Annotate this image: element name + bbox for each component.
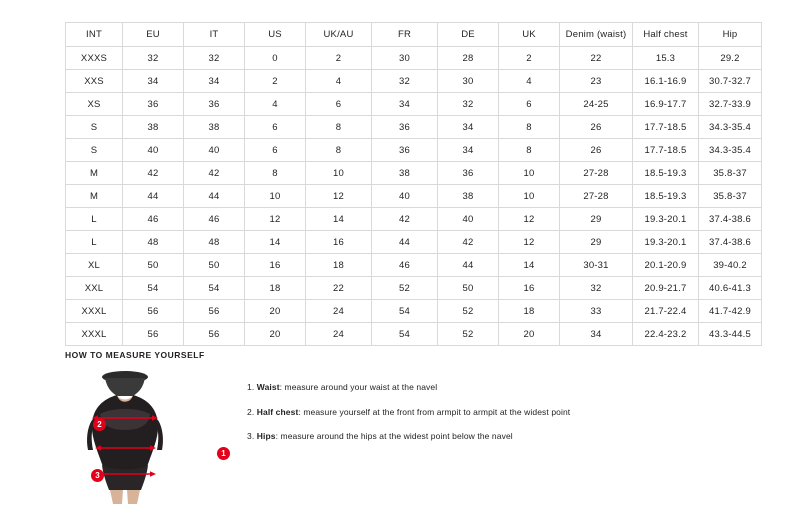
table-row xyxy=(66,116,762,139)
cell-de: 50 xyxy=(438,277,499,300)
cell-hip: 35.8-37 xyxy=(699,162,762,185)
table-row xyxy=(66,93,762,116)
cell-int: L xyxy=(66,231,123,254)
cell-it: 54 xyxy=(184,277,245,300)
cell-eu: 38 xyxy=(123,116,184,139)
cell-uk: 8 xyxy=(499,116,560,139)
cell-ukau: 10 xyxy=(306,162,372,185)
note-term: Waist xyxy=(256,382,280,392)
cell-it: 32 xyxy=(184,47,245,70)
cell-eu: 56 xyxy=(123,300,184,323)
cell-int: L xyxy=(66,208,123,231)
cell-us: 10 xyxy=(245,185,306,208)
cell-uk: 10 xyxy=(499,162,560,185)
cell-it: 46 xyxy=(184,208,245,231)
cell-int: XXS xyxy=(66,70,123,93)
cell-denim-waist: 34 xyxy=(560,323,633,346)
cell-fr: 46 xyxy=(372,254,438,277)
table-row xyxy=(66,139,762,162)
cell-fr: 36 xyxy=(372,116,438,139)
cell-us: 4 xyxy=(245,93,306,116)
cell-half-chest: 20.1-20.9 xyxy=(633,254,699,277)
note-text: : measure around the hips at the widest point below the navel xyxy=(275,431,513,442)
measurement-badge-waist: 1 xyxy=(217,447,230,460)
cell-int: S xyxy=(66,116,123,139)
cell-denim-waist: 23 xyxy=(560,70,633,93)
cell-uk: 12 xyxy=(499,208,560,231)
cell-hip: 39-40.2 xyxy=(699,254,762,277)
cell-ukau: 6 xyxy=(306,93,372,116)
table-row xyxy=(66,162,762,185)
cell-ukau: 4 xyxy=(306,70,372,93)
cell-denim-waist: 27-28 xyxy=(560,162,633,185)
cell-uk: 14 xyxy=(499,254,560,277)
cell-de: 38 xyxy=(438,185,499,208)
cell-uk: 2 xyxy=(499,47,560,70)
measurement-badge-half-chest: 2 xyxy=(93,418,106,431)
cell-it: 50 xyxy=(184,254,245,277)
cell-ukau: 18 xyxy=(306,254,372,277)
cell-de: 28 xyxy=(438,47,499,70)
cell-half-chest: 18.5-19.3 xyxy=(633,162,699,185)
cell-us: 14 xyxy=(245,231,306,254)
cell-denim-waist: 33 xyxy=(560,300,633,323)
cell-us: 0 xyxy=(245,47,306,70)
cell-denim-waist: 27-28 xyxy=(560,185,633,208)
table-row xyxy=(66,185,762,208)
cell-uk: 20 xyxy=(499,323,560,346)
cell-half-chest: 17.7-18.5 xyxy=(633,116,699,139)
cell-eu: 54 xyxy=(123,277,184,300)
cell-hip: 34.3-35.4 xyxy=(699,116,762,139)
cell-eu: 32 xyxy=(123,47,184,70)
note-number: 3. xyxy=(247,431,255,442)
cell-fr: 34 xyxy=(372,93,438,116)
column-header-eu: EU xyxy=(123,23,184,47)
cell-uk: 12 xyxy=(499,231,560,254)
cell-int: M xyxy=(66,162,123,185)
measurement-notes xyxy=(247,370,570,456)
cell-hip: 35.8-37 xyxy=(699,185,762,208)
cell-de: 30 xyxy=(438,70,499,93)
cell-fr: 52 xyxy=(372,277,438,300)
cell-half-chest: 21.7-22.4 xyxy=(633,300,699,323)
cell-denim-waist: 32 xyxy=(560,277,633,300)
table-row xyxy=(66,254,762,277)
cell-eu: 44 xyxy=(123,185,184,208)
mannequin-torso-icon xyxy=(65,370,185,505)
cell-it: 44 xyxy=(184,185,245,208)
cell-hip: 32.7-33.9 xyxy=(699,93,762,116)
cell-it: 56 xyxy=(184,300,245,323)
column-header-int: INT xyxy=(66,23,123,47)
cell-hip: 37.4-38.6 xyxy=(699,208,762,231)
cell-de: 36 xyxy=(438,162,499,185)
table-row xyxy=(66,323,762,346)
cell-it: 56 xyxy=(184,323,245,346)
note-term: Hips xyxy=(256,431,276,442)
cell-ukau: 8 xyxy=(306,139,372,162)
cell-us: 18 xyxy=(245,277,306,300)
measurement-badge-hips: 3 xyxy=(91,469,104,482)
note-number: 2. xyxy=(247,406,255,417)
cell-fr: 54 xyxy=(372,300,438,323)
cell-de: 34 xyxy=(438,116,499,139)
column-header-de: DE xyxy=(438,23,499,47)
cell-uk: 18 xyxy=(499,300,560,323)
note-term: Half chest xyxy=(256,406,299,417)
cell-hip: 29.2 xyxy=(699,47,762,70)
cell-int: M xyxy=(66,185,123,208)
cell-ukau: 14 xyxy=(306,208,372,231)
cell-half-chest: 19.3-20.1 xyxy=(633,231,699,254)
cell-us: 6 xyxy=(245,116,306,139)
cell-eu: 48 xyxy=(123,231,184,254)
cell-half-chest: 16.9-17.7 xyxy=(633,93,699,116)
column-header-it: IT xyxy=(184,23,245,47)
note-text: : measure around your waist at the navel xyxy=(279,382,438,392)
cell-fr: 54 xyxy=(372,323,438,346)
table-row xyxy=(66,300,762,323)
table-header-row xyxy=(66,23,762,47)
cell-uk: 4 xyxy=(499,70,560,93)
cell-int: S xyxy=(66,139,123,162)
column-header-fr: FR xyxy=(372,23,438,47)
size-table xyxy=(65,22,762,346)
cell-half-chest: 18.5-19.3 xyxy=(633,185,699,208)
table-row xyxy=(66,70,762,93)
column-header-half-chest: Half chest xyxy=(633,23,699,47)
cell-int: XS xyxy=(66,93,123,116)
cell-int: XXL xyxy=(66,277,123,300)
how-to-measure-section xyxy=(65,350,745,505)
cell-int: XXXL xyxy=(66,323,123,346)
cell-ukau: 16 xyxy=(306,231,372,254)
cell-ukau: 12 xyxy=(306,185,372,208)
cell-fr: 40 xyxy=(372,185,438,208)
cell-fr: 42 xyxy=(372,208,438,231)
cell-eu: 56 xyxy=(123,323,184,346)
cell-it: 34 xyxy=(184,70,245,93)
cell-ukau: 2 xyxy=(306,47,372,70)
measurement-note-waist xyxy=(247,382,570,393)
cell-us: 20 xyxy=(245,300,306,323)
cell-int: XXXS xyxy=(66,47,123,70)
note-text: : measure yourself at the front from armpit to armpit at the widest point xyxy=(298,406,571,417)
table-row xyxy=(66,231,762,254)
table-row xyxy=(66,208,762,231)
cell-denim-waist: 29 xyxy=(560,231,633,254)
cell-eu: 34 xyxy=(123,70,184,93)
cell-uk: 10 xyxy=(499,185,560,208)
cell-ukau: 8 xyxy=(306,116,372,139)
cell-half-chest: 15.3 xyxy=(633,47,699,70)
cell-fr: 30 xyxy=(372,47,438,70)
cell-de: 52 xyxy=(438,323,499,346)
cell-de: 34 xyxy=(438,139,499,162)
cell-uk: 6 xyxy=(499,93,560,116)
cell-hip: 30.7-32.7 xyxy=(699,70,762,93)
cell-half-chest: 17.7-18.5 xyxy=(633,139,699,162)
cell-denim-waist: 22 xyxy=(560,47,633,70)
cell-de: 44 xyxy=(438,254,499,277)
cell-hip: 40.6-41.3 xyxy=(699,277,762,300)
cell-us: 6 xyxy=(245,139,306,162)
cell-fr: 38 xyxy=(372,162,438,185)
cell-half-chest: 22.4-23.2 xyxy=(633,323,699,346)
cell-fr: 44 xyxy=(372,231,438,254)
measurement-note-hips xyxy=(247,431,570,442)
cell-ukau: 24 xyxy=(306,300,372,323)
cell-it: 38 xyxy=(184,116,245,139)
cell-eu: 36 xyxy=(123,93,184,116)
table-head xyxy=(66,23,762,47)
cell-fr: 32 xyxy=(372,70,438,93)
cell-int: XL xyxy=(66,254,123,277)
measurement-note-half-chest xyxy=(247,407,570,418)
cell-it: 42 xyxy=(184,162,245,185)
cell-us: 16 xyxy=(245,254,306,277)
table-body xyxy=(66,47,762,346)
column-header-uk: UK xyxy=(499,23,560,47)
cell-half-chest: 19.3-20.1 xyxy=(633,208,699,231)
cell-denim-waist: 26 xyxy=(560,116,633,139)
cell-hip: 43.3-44.5 xyxy=(699,323,762,346)
column-header-hip: Hip xyxy=(699,23,762,47)
cell-us: 12 xyxy=(245,208,306,231)
cell-it: 48 xyxy=(184,231,245,254)
cell-int: XXXL xyxy=(66,300,123,323)
cell-de: 52 xyxy=(438,300,499,323)
how-to-measure-body xyxy=(65,370,745,505)
cell-ukau: 22 xyxy=(306,277,372,300)
cell-de: 42 xyxy=(438,231,499,254)
cell-denim-waist: 26 xyxy=(560,139,633,162)
column-header-denim-waist: Denim (waist) xyxy=(560,23,633,47)
cell-denim-waist: 29 xyxy=(560,208,633,231)
cell-it: 36 xyxy=(184,93,245,116)
cell-fr: 36 xyxy=(372,139,438,162)
cell-de: 32 xyxy=(438,93,499,116)
table-row xyxy=(66,277,762,300)
cell-denim-waist: 30-31 xyxy=(560,254,633,277)
cell-eu: 50 xyxy=(123,254,184,277)
cell-eu: 40 xyxy=(123,139,184,162)
size-table-container xyxy=(65,22,751,346)
cell-de: 40 xyxy=(438,208,499,231)
cell-us: 2 xyxy=(245,70,306,93)
measurement-figure xyxy=(65,370,226,505)
cell-denim-waist: 24-25 xyxy=(560,93,633,116)
cell-half-chest: 16.1-16.9 xyxy=(633,70,699,93)
cell-ukau: 24 xyxy=(306,323,372,346)
column-header-ukau: UK/AU xyxy=(306,23,372,47)
cell-hip: 34.3-35.4 xyxy=(699,139,762,162)
cell-it: 40 xyxy=(184,139,245,162)
cell-eu: 42 xyxy=(123,162,184,185)
note-number: 1. xyxy=(247,382,255,392)
cell-uk: 8 xyxy=(499,139,560,162)
cell-eu: 46 xyxy=(123,208,184,231)
cell-hip: 37.4-38.6 xyxy=(699,231,762,254)
cell-uk: 16 xyxy=(499,277,560,300)
cell-hip: 41.7-42.9 xyxy=(699,300,762,323)
how-to-measure-title: HOW TO MEASURE YOURSELF xyxy=(65,350,205,360)
column-header-us: US xyxy=(245,23,306,47)
cell-us: 8 xyxy=(245,162,306,185)
table-row xyxy=(66,47,762,70)
cell-half-chest: 20.9-21.7 xyxy=(633,277,699,300)
cell-us: 20 xyxy=(245,323,306,346)
